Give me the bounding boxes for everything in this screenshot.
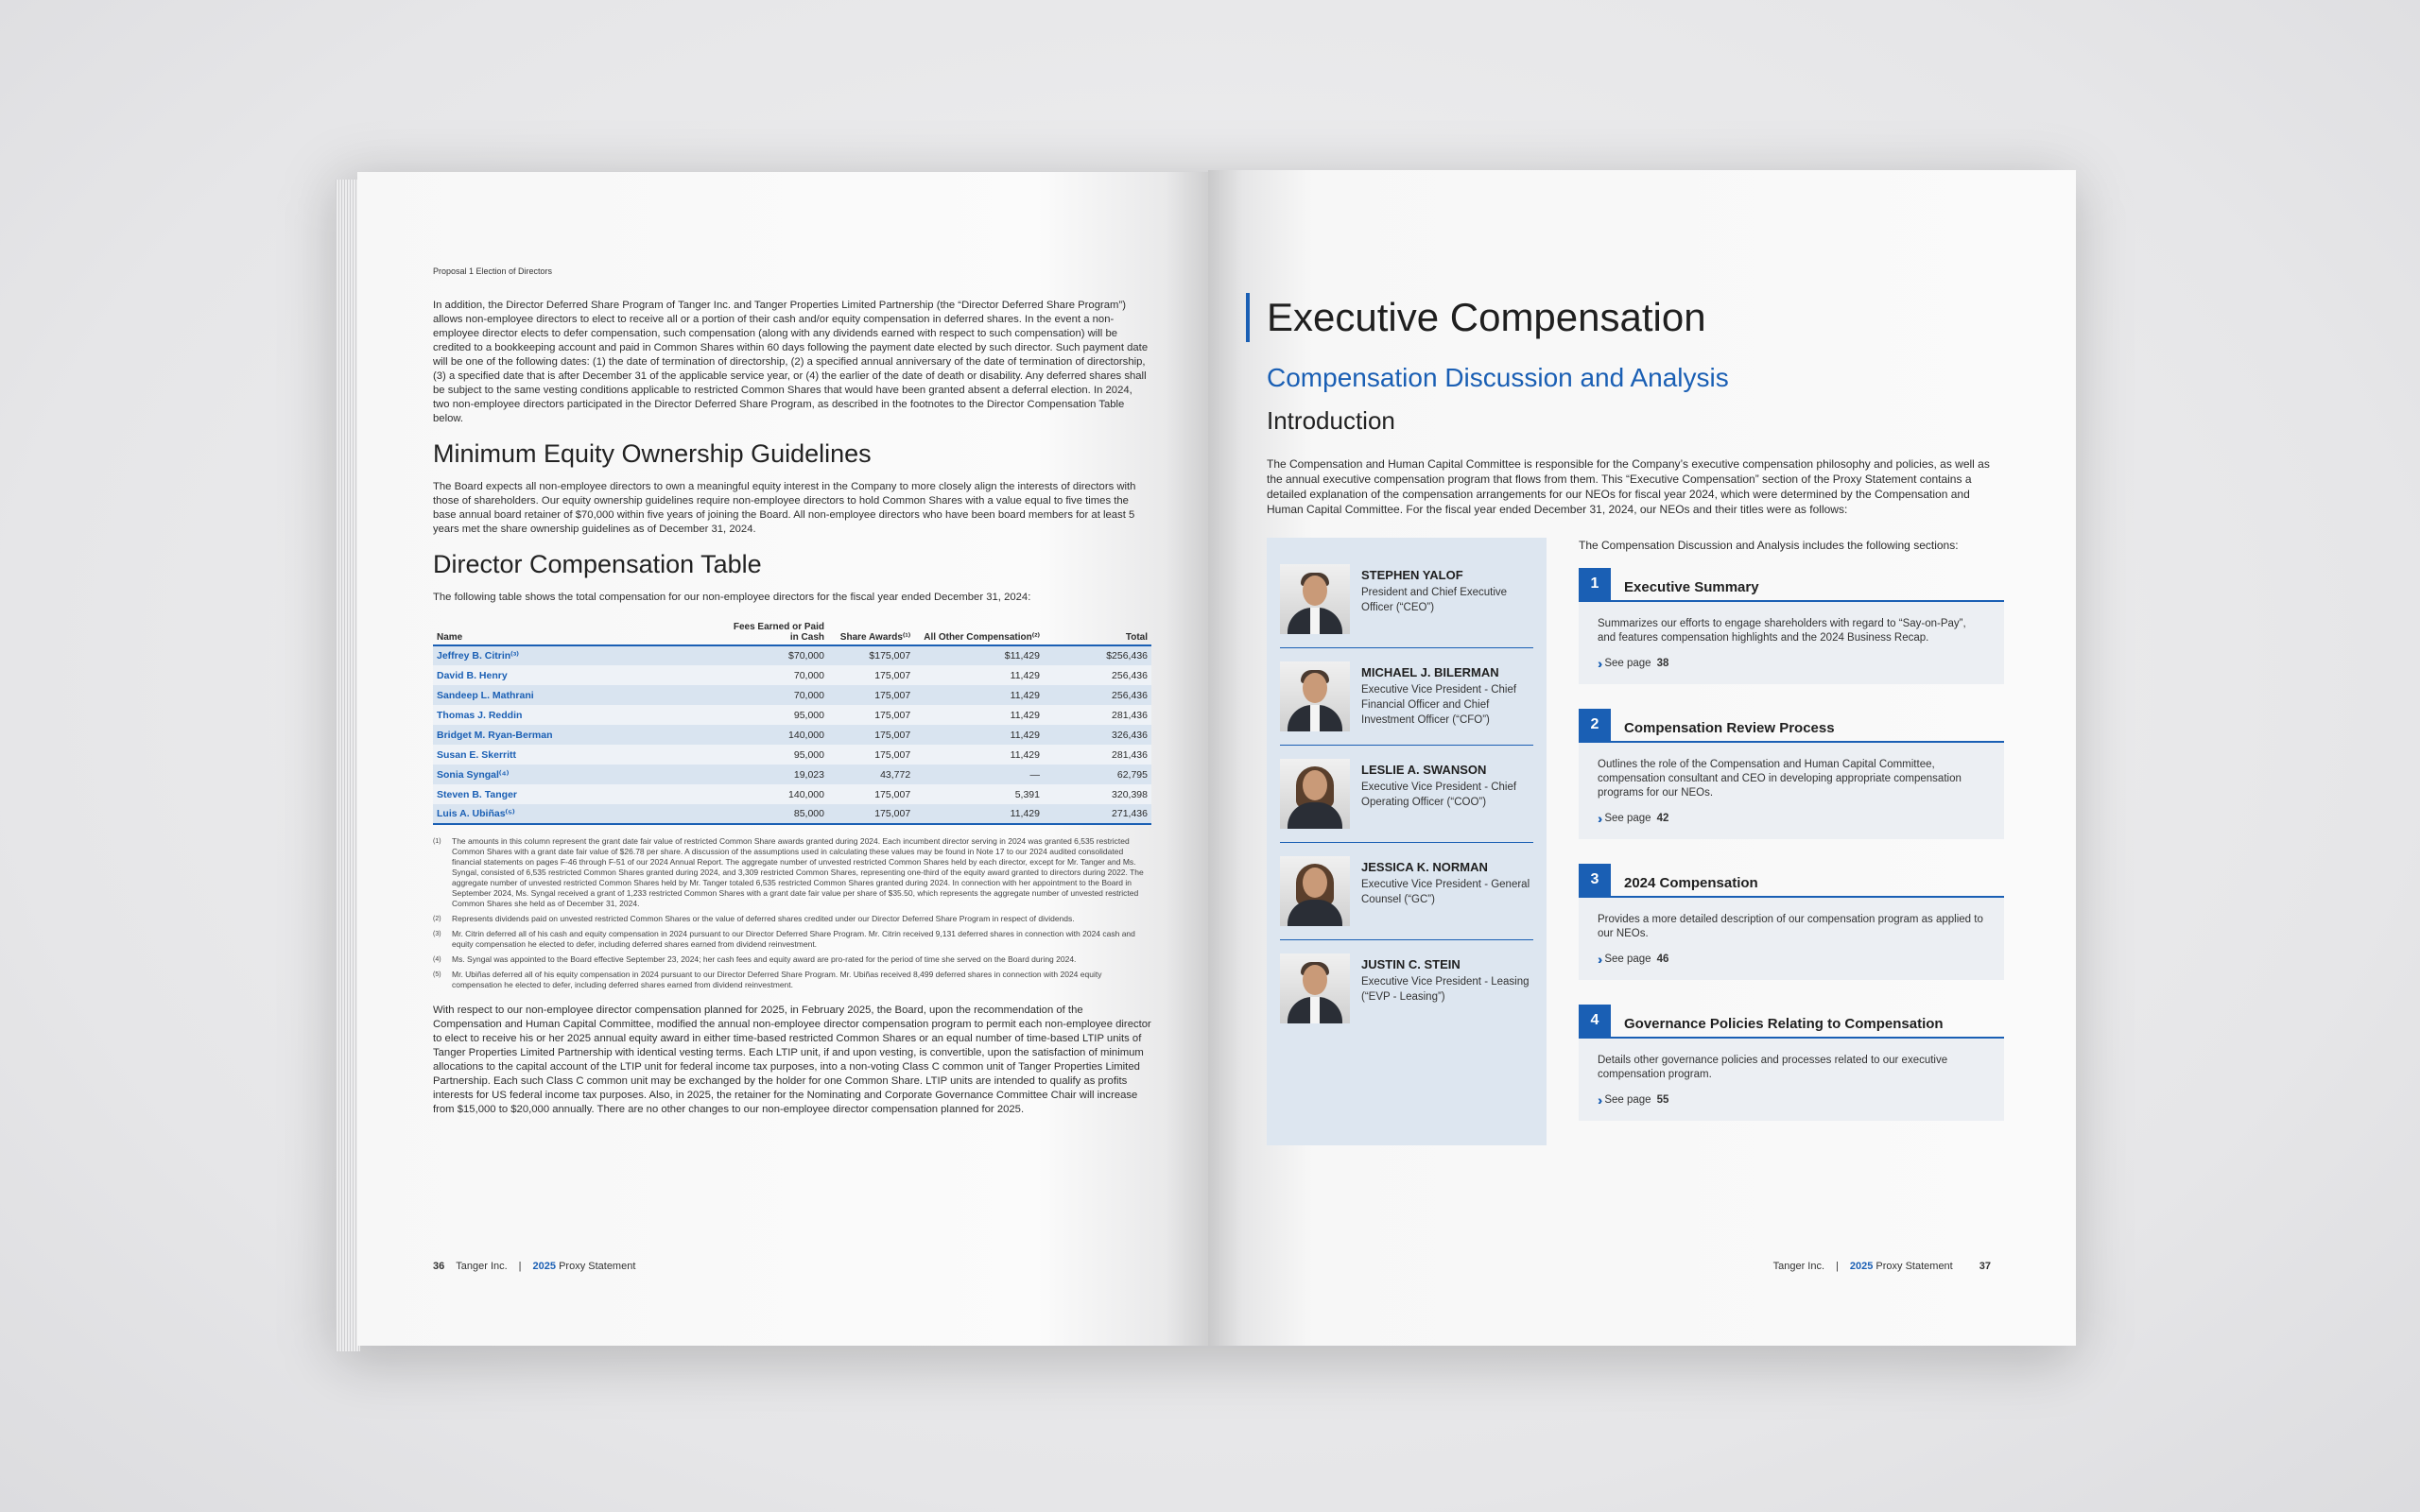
heading-min-equity: Minimum Equity Ownership Guidelines: [433, 439, 872, 468]
other-cell: 11,429: [914, 685, 1044, 705]
section-body: [1579, 898, 2004, 980]
footnote: [433, 836, 1151, 909]
final-paragraph: With respect to our non-employee director compensation planned for 2025, in February 2025, the Board, upon the recommendation of the Compensation and Human Capital Committee, modified the annual non-employee director compensation program to permit each non-employee director to elect to receive his or her 2025 annual equity award in either time-based restricted Common Shares or an equal number of time-based LTIP units of Tanger Properties Limited Partnership with identical vesting terms. Each LTIP unit, if and upon vesting, is convertible, upon the satisfaction of minimum allocations to the capital account of the LTIP unit for federal income tax purposes, into a non-voting Class C common unit of Tanger Properties Limited Partnership. Each such Class C common unit may be exchanged by the holder for one Common Share. LTIP units are intended to qualify as profits interests for US federal income tax purposes. Also, in 2025, the retainer for the Nominating and Corporate Governance Committee Chair will increase from $15,000 to $20,000 annually. There are no other changes to our non-employee director compensation planned for 2025.: [433, 1005, 1151, 1115]
introduction-heading: Introduction: [1267, 406, 1395, 435]
fees-cell: 85,000: [720, 804, 828, 824]
total-cell: 281,436: [1044, 705, 1151, 725]
section-body: [1579, 602, 2004, 684]
table-row: [433, 705, 1151, 725]
footnote-number: (5): [433, 971, 441, 978]
total-cell: 256,436: [1044, 685, 1151, 705]
section-title: Governance Policies Relating to Compensation: [1624, 1015, 1944, 1032]
avatar: [1280, 759, 1350, 829]
director-name: David B. Henry: [433, 665, 720, 685]
table-header-row: [433, 620, 1151, 645]
share-cell: $175,007: [828, 645, 914, 665]
avatar: [1280, 856, 1350, 926]
col-share-awards: Share Awards⁽¹⁾: [828, 620, 914, 645]
table-row: [433, 765, 1151, 784]
see-page-link[interactable]: [1598, 1093, 1985, 1108]
neo-name: STEPHEN YALOF: [1361, 568, 1463, 582]
min-equity-paragraph: The Board expects all non-employee directors to own a meaningful equity interest in the Company to more closely align the interests of directors with those of shareholders. Our equity ownership guidelines require non-employee directors to hold Common Shares with a value equal to five times the base annual board retainer of $70,000 within five years of joining the Board. All non-employee directors who have been board members for at least 5 years met the share ownership guidelines as of December 31, 2024.: [433, 481, 1136, 535]
cda-section: [1579, 709, 2004, 839]
table-row: [433, 784, 1151, 804]
section-description: Summarizes our efforts to engage shareholders with regard to “Say-on-Pay”, and features compensation highlights and the 2024 Business Recap.: [1598, 618, 1966, 644]
share-cell: 175,007: [828, 685, 914, 705]
footnote-text: The amounts in this column represent the grant date fair value of restricted Common Share awards granted during 2024. Each incumbent director serving in 2024 was granted 6,535 restricted Common Shares with a grant date fair value of $26.78 per share. A discussion of the assumptions used in calculating these values may be found in Note 17 to our 2024 audited consolidated financial statements on pages F-46 through F-51 of our 2024 Annual Report. The aggregate number of unvested restricted Common Shares held by each director, except for Mr. Tanger and Ms. Syngal, consisted of 6,535 restricted Common Shares granted during 2024, and 3,309 restricted Common Shares, representing one-third of the equity award granted to directors during 2022. The aggregate number of unvested restricted Common Shares held by Mr. Tanger totaled 6,535 restricted Common Shares granted during 2024. In connection with her appointment to the Board in September 2024, Ms. Syngal received a grant of 1,233 restricted Common Shares with a grant date fair value per share of $35.50, which represents the aggregate number of unvested restricted Common Shares she held as of December 31, 2024.: [452, 836, 1144, 908]
footnote-text: Represents dividends paid on unvested restricted Common Shares or the value of deferred shares credited under our Director Deferred Share Program in respect of dividends.: [452, 914, 1075, 923]
table-row: [433, 645, 1151, 665]
share-cell: 175,007: [828, 745, 914, 765]
neo-title: President and Chief Executive Officer (“CEO”): [1361, 587, 1508, 613]
section-number: 2: [1579, 709, 1611, 741]
footnote: [433, 914, 1151, 924]
col-fees: Fees Earned or Paid in Cash: [720, 620, 828, 645]
share-cell: 175,007: [828, 804, 914, 824]
chevron-right-icon: ››: [1598, 656, 1599, 671]
other-cell: $11,429: [914, 645, 1044, 665]
other-cell: 5,391: [914, 784, 1044, 804]
footnote: [433, 929, 1151, 950]
director-compensation-table: [433, 620, 1151, 825]
neo-card: [1280, 843, 1533, 940]
neo-and-sections: [1267, 538, 2004, 1145]
left-page: [357, 172, 1208, 1346]
neo-title: Executive Vice President - General Counsel (“GC”): [1361, 879, 1530, 905]
see-page-link[interactable]: [1598, 812, 1985, 826]
see-page-link[interactable]: [1598, 657, 1985, 671]
page-title: Executive Compensation: [1246, 293, 2004, 342]
left-page-content: [433, 266, 1151, 1117]
avatar: [1280, 564, 1350, 634]
neo-card: [1280, 648, 1533, 746]
see-page-label: See page: [1604, 954, 1651, 965]
director-name: Susan E. Skerritt: [433, 745, 720, 765]
director-name: Luis A. Ubiñas⁽⁵⁾: [433, 804, 720, 824]
other-cell: 11,429: [914, 705, 1044, 725]
avatar: [1280, 662, 1350, 731]
share-cell: 175,007: [828, 784, 914, 804]
neo-name: MICHAEL J. BILERMAN: [1361, 665, 1499, 679]
fees-cell: 140,000: [720, 784, 828, 804]
director-name: Steven B. Tanger: [433, 784, 720, 804]
other-cell: —: [914, 765, 1044, 784]
see-page-number: 42: [1656, 813, 1669, 824]
footnote-number: (2): [433, 916, 441, 922]
table-row: [433, 745, 1151, 765]
see-page-number: 46: [1656, 954, 1669, 965]
other-cell: 11,429: [914, 804, 1044, 824]
avatar: [1280, 954, 1350, 1023]
other-cell: 11,429: [914, 745, 1044, 765]
right-page-content: [1267, 293, 2004, 1145]
director-name: Jeffrey B. Citrin⁽³⁾: [433, 645, 720, 665]
see-page-number: 55: [1656, 1094, 1669, 1106]
left-footer: [433, 1261, 635, 1272]
table-intro-paragraph: The following table shows the total compensation for our non-employee directors for the fiscal year ended December 31, 2024:: [433, 592, 1031, 603]
neo-name: JUSTIN C. STEIN: [1361, 957, 1461, 971]
other-cell: 11,429: [914, 725, 1044, 745]
director-name: Thomas J. Reddin: [433, 705, 720, 725]
footer-company: Tanger Inc.: [1772, 1261, 1825, 1272]
footnote-number: (4): [433, 956, 441, 963]
footer-doc: Proxy Statement: [559, 1261, 636, 1272]
section-title: 2024 Compensation: [1624, 874, 1758, 891]
footnote: [433, 970, 1151, 990]
right-page: [1208, 170, 2076, 1346]
neo-name: JESSICA K. NORMAN: [1361, 860, 1488, 874]
heading-director-comp-table: Director Compensation Table: [433, 550, 762, 578]
footer-company: Tanger Inc.: [456, 1261, 508, 1272]
total-cell: $256,436: [1044, 645, 1151, 665]
share-cell: 43,772: [828, 765, 914, 784]
section-title: Executive Summary: [1624, 578, 1759, 595]
footer-separator: |: [518, 1261, 522, 1272]
footnote-text: Mr. Ubiñas deferred all of his equity compensation in 2024 pursuant to our Director Deferred Share Program. Mr. Ubiñas received 8,499 deferred shares in connection with 2024 equity compensation he elected to defer, including deferred shares earned from dividend reinvestment.: [452, 970, 1102, 989]
section-number: 4: [1579, 1005, 1611, 1037]
neo-title: Executive Vice President - Chief Operating Officer (“COO”): [1361, 782, 1517, 808]
footer-separator: |: [1836, 1261, 1839, 1272]
see-page-label: See page: [1604, 813, 1651, 824]
col-name: Name: [433, 620, 720, 645]
share-cell: 175,007: [828, 725, 914, 745]
running-header: Proposal 1 Election of Directors: [433, 266, 553, 276]
right-footer: [1773, 1261, 1991, 1272]
deferred-share-paragraph: In addition, the Director Deferred Share Program of Tanger Inc. and Tanger Properties Limited Partnership (the “Director Deferred Share Program”) allows non-employee directors to elect to receive all or a portion of their cash and/or equity compensation in deferred shares. In the event a non-employee director elects to defer compensation, such compensation (along with any dividends earned with respect to such compensation) will be credited to a bookkeeping account and paid in Common Shares within 60 days following the payment date elected by such director. Such payment date will be one of the following dates: (1) the date of termination of directorship, (2) a specified annual anniversary of the date of termination of directorship, (3) a specified date that is after December 31 of the applicable service year, or (4) the earlier of the date of death or disability. Any deferred shares shall be subject to the same vesting conditions applicable to restricted Common Shares that would have been granted absent a deferral election. In 2024, two non-employee directors participated in the Director Deferred Share Program, as described in the footnotes to the Director Compensation Table below.: [433, 300, 1149, 424]
page-number: 36: [433, 1261, 445, 1272]
page-number: 37: [1979, 1261, 1991, 1272]
section-description: Outlines the role of the Compensation and Human Capital Committee, compensation consultant and CEO in developing appropriate compensation programs for our NEOs.: [1598, 759, 1962, 799]
neo-title: Executive Vice President - Chief Financial Officer and Chief Investment Officer (“CFO”): [1361, 684, 1517, 726]
see-page-number: 38: [1656, 658, 1669, 669]
footnote-number: (1): [433, 838, 441, 845]
fees-cell: 95,000: [720, 745, 828, 765]
section-header: [1579, 864, 2004, 898]
footnote-text: Mr. Citrin deferred all of his cash and equity compensation in 2024 pursuant to our Director Deferred Share Program. Mr. Citrin received 9,131 deferred shares in connection with 2024 cash and equity compensation he elected to defer, including deferred shares earned from dividend reinvestment.: [452, 929, 1135, 949]
section-body: [1579, 1039, 2004, 1121]
footnote-number: (3): [433, 931, 441, 937]
share-cell: 175,007: [828, 705, 914, 725]
cda-sections: [1579, 538, 2004, 1145]
chevron-right-icon: ››: [1598, 811, 1599, 826]
director-name: Sonia Syngal⁽⁴⁾: [433, 765, 720, 784]
section-header: [1579, 1005, 2004, 1039]
table-footnotes: [433, 836, 1151, 990]
section-body: [1579, 743, 2004, 839]
total-cell: 320,398: [1044, 784, 1151, 804]
fees-cell: 19,023: [720, 765, 828, 784]
fees-cell: 70,000: [720, 665, 828, 685]
col-total: Total: [1044, 620, 1151, 645]
section-description: Details other governance policies and processes related to our executive compensation program.: [1598, 1055, 1948, 1080]
cda-section: [1579, 568, 2004, 684]
neo-name: LESLIE A. SWANSON: [1361, 763, 1487, 777]
other-cell: 11,429: [914, 665, 1044, 685]
cda-section: [1579, 864, 2004, 980]
cda-heading: Compensation Discussion and Analysis: [1267, 363, 1729, 392]
section-description: Provides a more detailed description of our compensation program as applied to our NEOs.: [1598, 914, 1983, 939]
section-number: 3: [1579, 864, 1611, 896]
see-page-link[interactable]: [1598, 953, 1985, 967]
col-other-comp: All Other Compensation⁽²⁾: [914, 620, 1044, 645]
table-row: [433, 685, 1151, 705]
table-row: [433, 804, 1151, 824]
total-cell: 256,436: [1044, 665, 1151, 685]
neo-panel: [1267, 538, 1547, 1145]
fees-cell: $70,000: [720, 645, 828, 665]
footer-doc: Proxy Statement: [1876, 1261, 1953, 1272]
neo-title: Executive Vice President - Leasing (“EVP - Leasing”): [1361, 976, 1530, 1003]
see-page-label: See page: [1604, 1094, 1651, 1106]
cda-section: [1579, 1005, 2004, 1121]
total-cell: 271,436: [1044, 804, 1151, 824]
footnote-text: Ms. Syngal was appointed to the Board effective September 23, 2024; her cash fees and equity award are pro-rated for the period of time she served on the Board during 2024.: [452, 954, 1077, 964]
director-name: Bridget M. Ryan-Berman: [433, 725, 720, 745]
footer-year: 2025: [1849, 1261, 1874, 1272]
neo-card: [1280, 746, 1533, 843]
neo-card: [1280, 940, 1533, 1037]
director-name: Sandeep L. Mathrani: [433, 685, 720, 705]
sections-intro: The Compensation Discussion and Analysis includes the following sections:: [1579, 539, 1959, 552]
fees-cell: 95,000: [720, 705, 828, 725]
total-cell: 281,436: [1044, 745, 1151, 765]
section-number: 1: [1579, 568, 1611, 600]
section-title: Compensation Review Process: [1624, 719, 1835, 736]
table-row: [433, 725, 1151, 745]
see-page-label: See page: [1604, 658, 1651, 669]
total-cell: 62,795: [1044, 765, 1151, 784]
section-header: [1579, 568, 2004, 602]
fees-cell: 140,000: [720, 725, 828, 745]
footnote: [433, 954, 1151, 965]
chevron-right-icon: ››: [1598, 1092, 1599, 1108]
chevron-right-icon: ››: [1598, 952, 1599, 967]
neo-card: [1280, 551, 1533, 648]
introduction-paragraph: The Compensation and Human Capital Committee is responsible for the Company’s executive compensation philosophy and policies, as well as the annual executive compensation program that flows from them. This “Executive Compensation” section of the Proxy Statement contains a detailed explanation of the compensation arrangements for our NEOs for fiscal year 2024, which were determined by the Compensation and Human Capital Committee. For the fiscal year ended December 31, 2024, our NEOs and their titles were as follows:: [1267, 457, 1990, 516]
table-row: [433, 665, 1151, 685]
footer-year: 2025: [532, 1261, 557, 1272]
share-cell: 175,007: [828, 665, 914, 685]
total-cell: 326,436: [1044, 725, 1151, 745]
fees-cell: 70,000: [720, 685, 828, 705]
section-header: [1579, 709, 2004, 743]
